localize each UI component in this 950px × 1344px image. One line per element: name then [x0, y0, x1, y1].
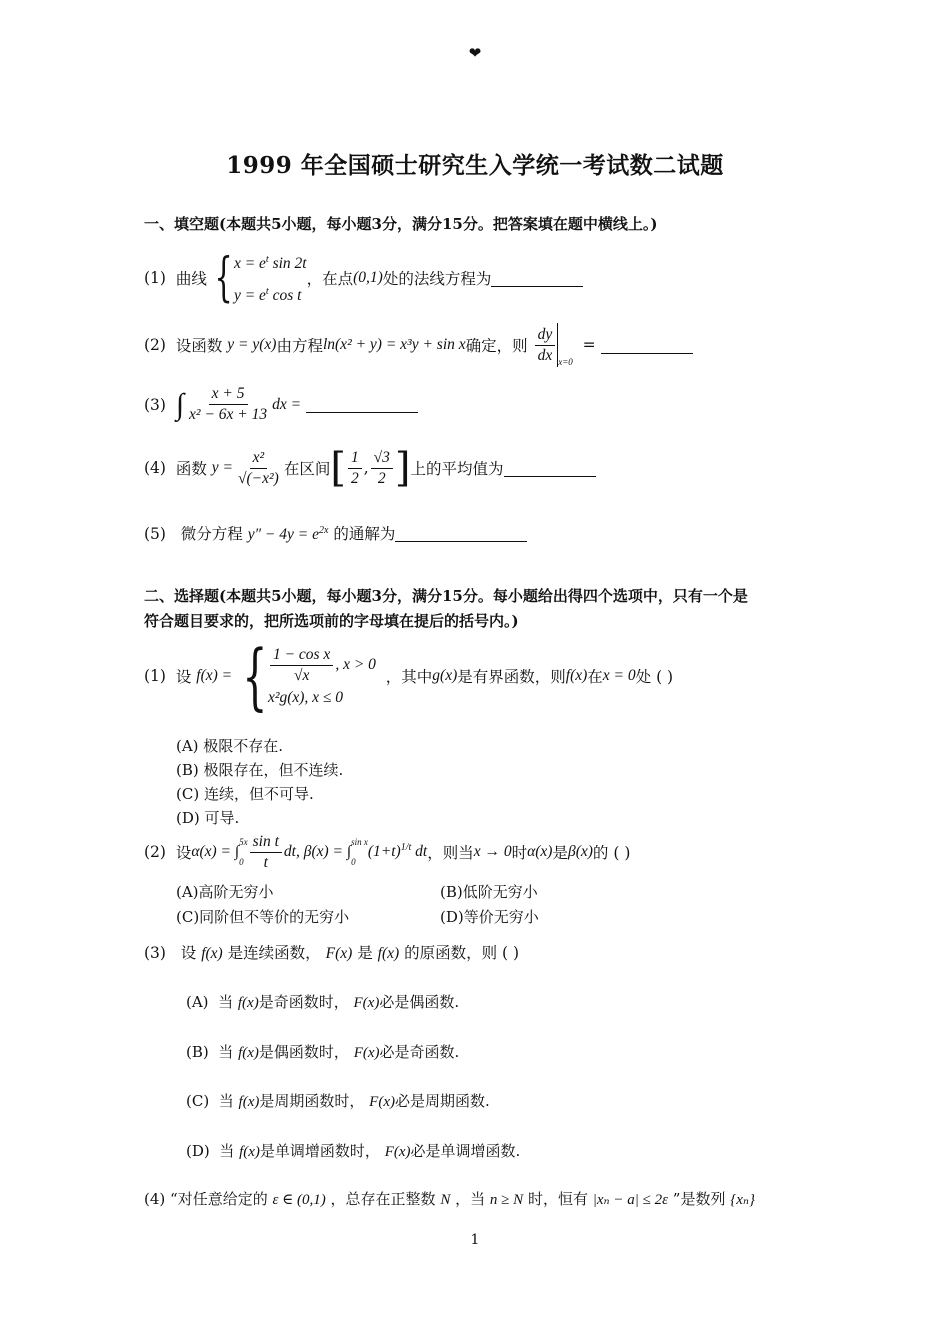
- math-func: g(x): [432, 667, 458, 684]
- math-point: x = 0: [602, 667, 636, 684]
- s2q1-option-b[interactable]: (B) 极限存在，但不连续.: [176, 761, 344, 779]
- math-var: N: [440, 1192, 451, 1208]
- integral-icon: ∫: [175, 387, 185, 421]
- s1-question-5: [144, 522, 527, 544]
- interval-end: $\frac{√3}{2}$: [371, 449, 393, 488]
- s1-question-2: [144, 323, 693, 367]
- s2q1-option-a[interactable]: (A) 极限不存在.: [176, 737, 284, 755]
- s2q2-option-c[interactable]: (C)同阶但不等价的无穷小: [176, 908, 350, 926]
- s1-question-3: [144, 385, 418, 424]
- page-title: 1999 年全国硕士研究生入学统一考试数二试题: [226, 152, 724, 179]
- q-text: 是有界函数，则: [457, 668, 566, 686]
- q-number: (3): [144, 395, 166, 414]
- q-text: 由方程: [276, 337, 323, 355]
- s2q3-option-b[interactable]: (B) 当 f(x)是偶函数时， F(x)必是奇函数.: [186, 1043, 460, 1061]
- s2-question-3: [144, 941, 519, 963]
- q-number: (2): [144, 843, 166, 861]
- math-limit: x → 0: [473, 843, 512, 860]
- q-number: (4): [144, 459, 166, 477]
- right-bracket-icon: ]: [394, 445, 411, 491]
- interval-start: $\frac{1}{2}$: [348, 449, 362, 488]
- q-text: 处的法线方程为: [382, 270, 492, 289]
- math-func: f(x): [377, 945, 400, 962]
- q-text: ”是数列: [672, 1190, 726, 1208]
- q-text: 设: [175, 668, 192, 686]
- q-text: 设函数: [175, 337, 223, 355]
- q-text: ，则当: [427, 844, 474, 862]
- brace-icon: {: [214, 248, 233, 309]
- q-text: 设: [175, 844, 192, 862]
- equals-sign: =: [582, 336, 596, 354]
- left-bracket-icon: [: [330, 445, 346, 491]
- section2-heading-line2: 符合题目要求的，把所选项前的字母填在提后的括号内。): [144, 612, 519, 630]
- math-func: f(x): [565, 667, 588, 684]
- q-number: (4): [144, 1190, 166, 1208]
- header-heart-icon: ❤: [468, 44, 482, 62]
- s2-question-2: [144, 832, 630, 872]
- s2q2-option-b[interactable]: (B)低阶无穷小: [440, 883, 538, 901]
- answer-bracket[interactable]: 的 ( ): [592, 844, 631, 862]
- integrand-fraction: $\frac{x + 5}{\text{x² − 6x + 13}}$: [189, 385, 268, 423]
- s2q1-option-c[interactable]: (C) 连续，但不可导.: [176, 785, 314, 803]
- brace-icon: {: [242, 634, 268, 718]
- q-text: 时: [511, 844, 528, 862]
- math-epsilon: ε ∈ (0,1): [272, 1192, 326, 1208]
- section2-heading-line1: 二、选择题(本题共5小题，每小题3分，满分15分。每小题给出得四个选项中，只有一个是: [144, 587, 748, 605]
- s2q3-option-d[interactable]: (D) 当 f(x)是单调增函数时， F(x)必是单调增函数.: [186, 1142, 521, 1160]
- q-text: 微分方程: [180, 525, 243, 543]
- math-func: F(x): [325, 945, 353, 962]
- differential-equation: $y'' - 4y = e^{2x}$: [247, 524, 329, 543]
- q-text: 是: [357, 944, 373, 962]
- answer-blank[interactable]: [504, 460, 596, 477]
- q-text: 上的平均值为: [410, 460, 504, 478]
- s2q2-option-a[interactable]: (A)高阶无穷小: [176, 883, 274, 901]
- function-fraction: $\frac{\text{x²}}{\text{√(−x²)}}$: [238, 448, 279, 487]
- integrand-fraction: $\frac{\text{sin t}}{t}$: [250, 833, 282, 872]
- math-sequence: {xₙ}: [730, 1192, 755, 1208]
- s2q2-option-d[interactable]: (D)等价无穷小: [440, 908, 539, 926]
- math-dx: dx =: [272, 395, 302, 413]
- s1-question-1: [144, 246, 583, 310]
- beta-integrand: $(1+t)^{1/t}$ dt: [367, 842, 428, 861]
- q-text: 是: [552, 844, 568, 862]
- math-func: y =: [211, 459, 233, 476]
- answer-bracket[interactable]: 处 ( ): [635, 668, 674, 686]
- math-point: (0,1): [353, 269, 383, 287]
- answer-blank[interactable]: [306, 396, 418, 413]
- answer-blank[interactable]: [601, 337, 693, 354]
- q-text: 的通解为: [333, 525, 396, 543]
- s2q3-option-a[interactable]: (A) 当 f(x)是奇函数时， F(x)必是偶函数.: [186, 993, 460, 1011]
- answer-bracket[interactable]: 的原函数，则 ( ): [404, 944, 520, 962]
- math-func: f(x) =: [196, 667, 233, 684]
- q-text: 时，恒有: [527, 1190, 588, 1208]
- q-text: 确定，则: [465, 337, 528, 355]
- s2-question-1: [144, 634, 674, 718]
- q-text: 曲线: [175, 270, 207, 289]
- derivative-fraction: $\frac{dy}{dx}$: [535, 326, 556, 365]
- q-number: (5): [144, 525, 166, 543]
- q-number: (3): [144, 944, 166, 962]
- section1-heading: 一、填空题(本题共5小题，每小题3分，满分15分。把答案填在题中横线上。): [144, 215, 658, 233]
- s2-question-4: [144, 1188, 755, 1209]
- q-text: 在区间: [283, 460, 331, 478]
- math-func: α(x): [527, 843, 553, 860]
- math-func: y = y(x): [227, 336, 277, 353]
- page-number: 1: [470, 1232, 480, 1248]
- math-inequality: |xₙ − a| ≤ 2ε: [592, 1192, 668, 1208]
- integral-limits: 5x 0: [239, 837, 248, 867]
- q-text: 设: [180, 944, 197, 962]
- beta-integral: dt, β(x) = ∫: [283, 843, 352, 860]
- math-func: β(x): [567, 843, 593, 860]
- alpha-integral: α(x) = ∫: [191, 843, 240, 860]
- math-func: f(x): [201, 945, 223, 962]
- q-text: 函数: [175, 460, 207, 478]
- eval-condition: x=0: [558, 357, 573, 367]
- math-equation: ln(x² + y) = x³y + sin x: [322, 336, 466, 353]
- s1-question-4: (4) 函数 y = $\frac{\text{x²}}{\text{√(−x²)}}$ 在区间 [ $\frac{1}{2}$ , $\frac{√3}{2}$ ] 上的平均值为: [144, 445, 596, 491]
- q-text: ，其中: [385, 668, 433, 686]
- q-text: 是连续函数，: [227, 944, 321, 962]
- s2q1-option-d[interactable]: (D) 可导.: [176, 809, 240, 827]
- q-number: (1): [144, 269, 166, 288]
- parametric-system: $x = e^t$ sin 2t $y = e^t$ cos t: [233, 254, 307, 305]
- q-text: ，在点: [306, 270, 354, 289]
- answer-blank[interactable]: [491, 270, 583, 287]
- q-number: (2): [144, 336, 166, 354]
- piecewise-cases: $\frac{\text{1 − cos x}}{√x}$ , x > 0 x²g(x), x ≤ 0: [267, 645, 376, 706]
- answer-blank[interactable]: [395, 525, 527, 542]
- q-text: 在: [587, 668, 603, 686]
- q-text: ，当: [455, 1190, 486, 1208]
- s2q3-option-c[interactable]: (C) 当 f(x)是周期函数时， F(x)必是周期函数.: [186, 1092, 490, 1110]
- q-text: ，总存在正整数: [330, 1190, 436, 1208]
- q-text: “对任意给定的: [170, 1190, 268, 1208]
- math-condition: n ≥ N: [489, 1192, 524, 1208]
- integral-limits: sin x 0: [351, 837, 368, 867]
- q-number: (1): [144, 667, 166, 685]
